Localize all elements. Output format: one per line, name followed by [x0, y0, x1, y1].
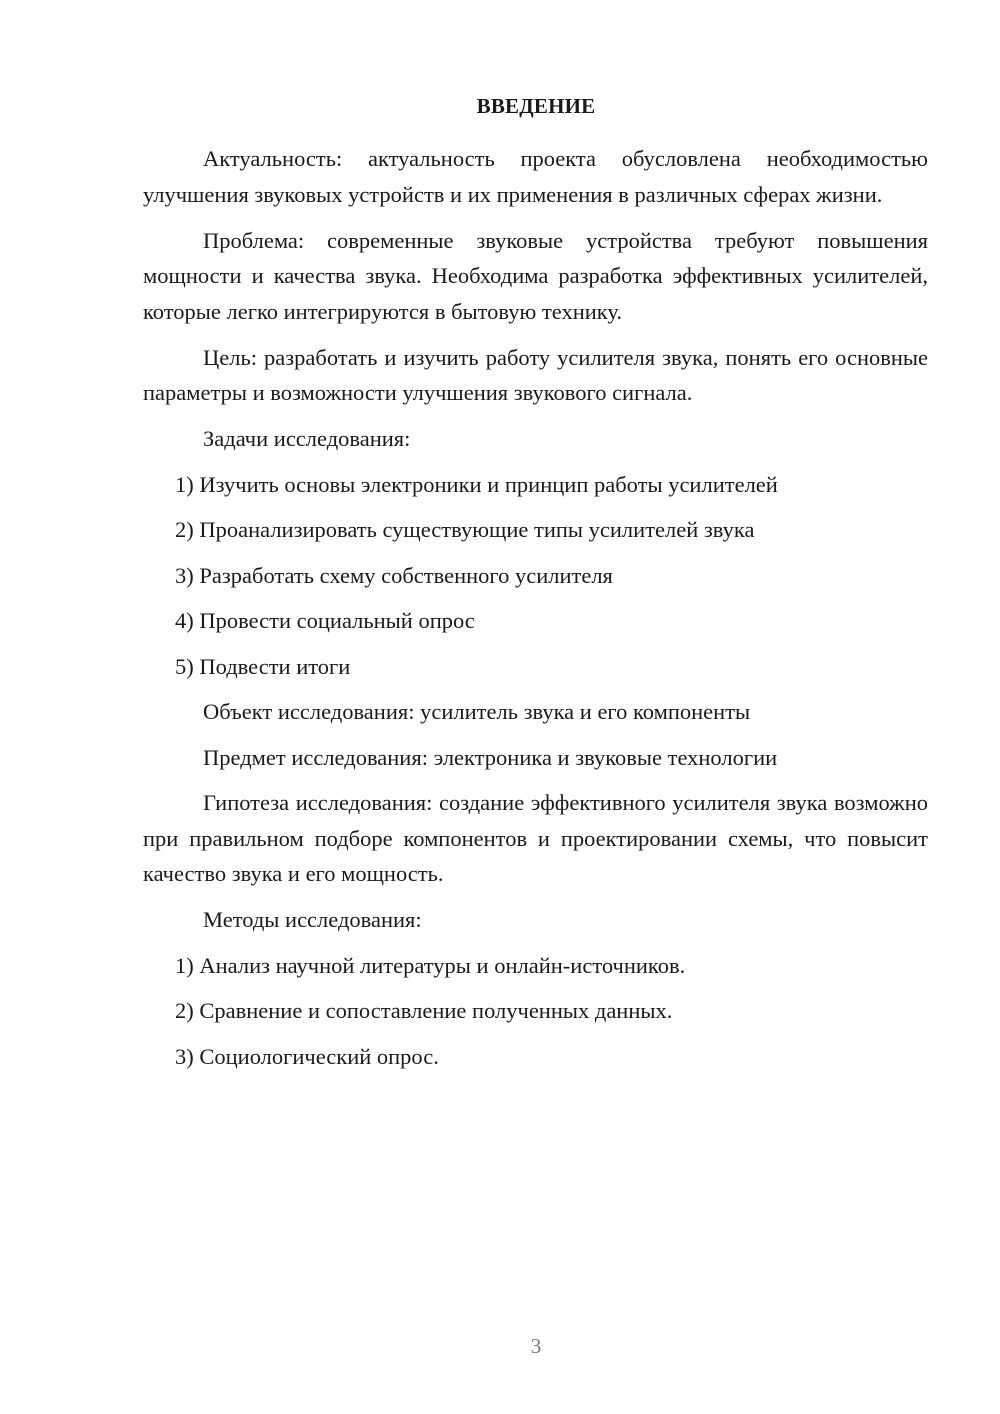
task-item: 4) Провести социальный опрос — [175, 608, 475, 633]
page-title: ВВЕДЕНИЕ — [476, 94, 596, 118]
page-number: 3 — [530, 1334, 542, 1358]
problem-paragraph: Проблема: современные звуковые устройства требуют повышения мощности и качества звука. Необходима разработка эффективных усилителей, которые легко интегрируются в бытовую технику. — [143, 227, 928, 324]
method-item: 2) Сравнение и сопоставление полученных данных. — [175, 998, 673, 1023]
page-content — [143, 141, 928, 1084]
hypothesis-paragraph: Гипотеза исследования: создание эффективного усилителя звука возможно при правильном подборе компонентов и проектировании схемы, что повысит качество звука и его мощность. — [143, 790, 928, 886]
task-item: 2) Проанализировать существующие типы усилителей звука — [175, 517, 755, 542]
goal-paragraph: Цель: разработать и изучить работу усилителя звука, понять его основные параметры и возможности улучшения звукового сигнала. — [143, 344, 928, 405]
methods-heading: Методы исследования: — [203, 907, 422, 932]
tasks-heading: Задачи исследования: — [203, 426, 411, 451]
method-item: 3) Социологический опрос. — [175, 1043, 439, 1069]
task-item: 5) Подвести итоги — [175, 653, 351, 679]
relevance-paragraph: Актуальность: актуальность проекта обусловлена необходимостью улучшения звуковых устройств и их применения в различных сферах жизни. — [143, 146, 928, 207]
object-paragraph: Объект исследования: усилитель звука и его компоненты — [203, 699, 751, 724]
task-item: 1) Изучить основы электроники и принцип работы усилителей — [175, 471, 778, 497]
method-item: 1) Анализ научной литературы и онлайн-источников. — [175, 952, 686, 978]
subject-paragraph: Предмет исследования: электроника и звуковые технологии — [203, 744, 778, 770]
task-item: 3) Разработать схему собственного усилителя — [175, 562, 613, 588]
